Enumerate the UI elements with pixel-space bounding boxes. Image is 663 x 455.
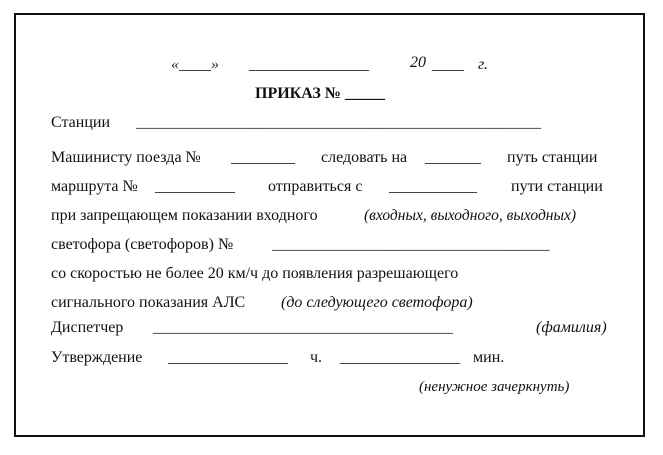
track-station-label-1: путь станции <box>507 149 598 166</box>
depart-track-blank[interactable]: ___________ <box>389 178 477 195</box>
als-text: сигнального показания АЛС <box>51 294 246 311</box>
strike-out-note: (ненужное зачеркнуть) <box>419 379 570 395</box>
follow-track-blank[interactable]: _______ <box>425 149 481 166</box>
route-number-blank[interactable]: __________ <box>155 178 235 195</box>
speed-text: со скоростью не более 20 км/ч до появления разрешающего <box>51 265 459 282</box>
depart-label: отправиться с <box>268 178 363 195</box>
semaphore-number-blank[interactable]: _____________________________________ <box>272 237 550 253</box>
route-label: маршрута № <box>51 178 138 195</box>
order-form-frame <box>14 13 645 437</box>
semaphore-label: светофора (светофоров) № <box>51 236 234 253</box>
approval-minutes-blank[interactable]: _______________ <box>340 349 460 366</box>
signal-text: при запрещающем показании входного <box>51 207 318 224</box>
date-day-blank[interactable]: «____» <box>171 56 219 73</box>
approval-minutes-unit: мин. <box>473 349 505 366</box>
follow-label: следовать на <box>321 149 408 166</box>
dispatcher-name-blank[interactable]: ________________________________________ <box>153 320 453 336</box>
track-station-label-2: пути станции <box>511 178 603 195</box>
order-title: ПРИКАЗ № _____ <box>255 85 385 102</box>
driver-label: Машинисту поезда № <box>51 149 201 166</box>
station-label: Станции <box>51 114 110 131</box>
als-option: (до следующего светофора) <box>281 294 473 311</box>
approval-hours-unit: ч. <box>310 349 323 366</box>
date-year-suffix: г. <box>478 56 489 73</box>
station-blank[interactable]: ______________________________________________________ <box>136 115 541 131</box>
date-year-blank[interactable]: ____ <box>432 56 464 73</box>
approval-label: Утверждение <box>51 349 143 366</box>
approval-hours-blank[interactable]: _______________ <box>168 349 288 366</box>
signal-options: (входных, выходного, выходных) <box>364 207 577 224</box>
date-month-blank[interactable]: _______________ <box>249 56 369 73</box>
date-year-prefix: 20 <box>410 54 426 71</box>
dispatcher-label: Диспетчер <box>51 319 124 336</box>
dispatcher-surname-hint: (фамилия) <box>536 319 607 336</box>
train-number-blank[interactable]: ________ <box>231 149 295 166</box>
